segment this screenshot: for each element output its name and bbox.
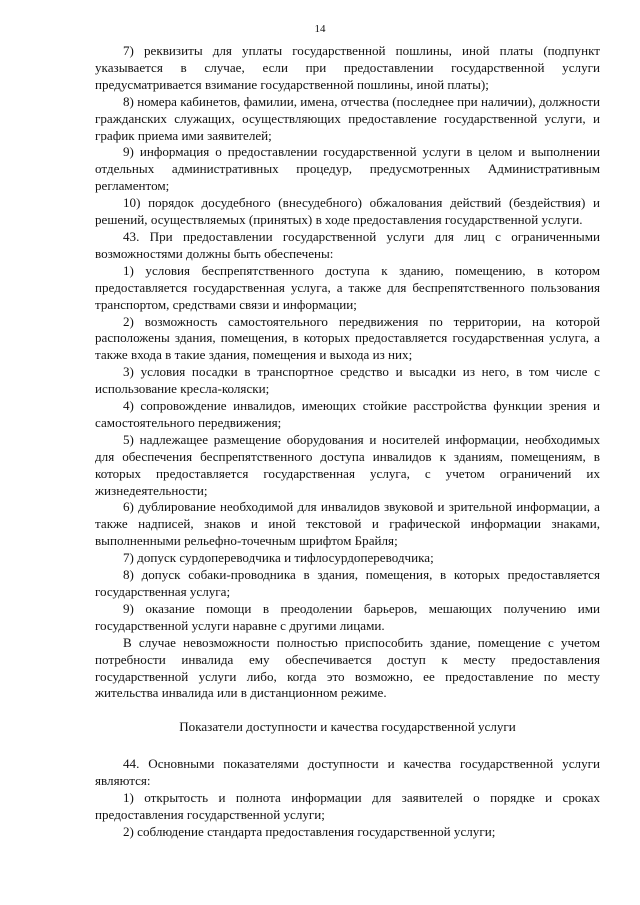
paragraph: В случае невозможности полностью приспособить здание, помещение с учетом потребности инвалида ему обеспечивается доступ к месту предоставления государственной услуги либо, когда это возможно, ее предоставление по месту жительства инвалида или в дистанционном режиме.: [95, 634, 600, 701]
paragraph: 2) возможность самостоятельного передвижения по территории, на которой расположены здания, помещения, в которых предоставляется государственная услуга, а также входа в такие здания, помещения и выхода из них;: [95, 313, 600, 363]
paragraph: 44. Основными показателями доступности и качества государственной услуги являются:: [95, 756, 600, 789]
paragraph: 5) надлежащее размещение оборудования и носителей информации, необходимых для обеспечения беспрепятственного доступа инвалидов к зданиям, помещениям, в которых предоставляется государственная услуга, с учетом ограничений их жизнедеятельности;: [95, 431, 600, 498]
paragraph: 1) условия беспрепятственного доступа к зданию, помещению, в котором предоставляется государственная услуга, а также для беспрепятственного пользования транспортом, средствами связи и информации;: [95, 262, 600, 312]
paragraph: 1) открытость и полнота информации для заявителей о порядке и сроках предоставления государственной услуги;: [95, 790, 600, 822]
paragraph: 7) реквизиты для уплаты государственной пошлины, иной платы (подпункт указывается в случае, если при предоставлении государственной услуги предусматривается взимание государственной пошлины, иной платы);: [95, 43, 600, 92]
paragraph: 9) информация о предоставлении государственной услуги в целом и выполнении отдельных административных процедур, предусмотренных Административным регламентом;: [95, 144, 600, 194]
document-body: [95, 43, 600, 841]
paragraph: 8) допуск собаки-проводника в здания, помещения, в которых предоставляется государственная услуга;: [95, 567, 600, 599]
section-heading: Показатели доступности и качества государственной услуги: [179, 719, 516, 735]
paragraph: 9) оказание помощи в преодолении барьеров, мешающих получению ими государственной услуги наравне с другими лицами.: [95, 600, 600, 633]
paragraph: 8) номера кабинетов, фамилии, имена, отчества (последнее при наличии), должности гражданских служащих, осуществляющих предоставление государственной услуги, и график приема ими заявителей;: [95, 93, 600, 143]
paragraph: 43. При предоставлении государственной услуги для лиц с ограниченными возможностями должны быть обеспечены:: [95, 228, 600, 261]
paragraph: 3) условия посадки в транспортное средство и высадки из него, в том числе с использование кресла-коляски;: [95, 364, 600, 397]
paragraph: 4) сопровождение инвалидов, имеющих стойкие расстройства функции зрения и самостоятельного передвижения;: [95, 398, 600, 430]
paragraph: 10) порядок досудебного (внесудебного) обжалования действий (бездействия) и решений, осуществляемых (принятых) в ходе предоставления государственной услуги.: [95, 195, 600, 228]
page-number: 14: [314, 23, 326, 35]
paragraph: 2) соблюдение стандарта предоставления государственной услуги;: [123, 823, 496, 839]
paragraph: 7) допуск сурдопереводчика и тифлосурдопереводчика;: [123, 550, 434, 566]
paragraph: 6) дублирование необходимой для инвалидов звуковой и зрительной информации, а также надписей, знаков и иной текстовой и графической информации знаками, выполненными рельефно-точечным шрифтом Брайля;: [95, 499, 600, 549]
